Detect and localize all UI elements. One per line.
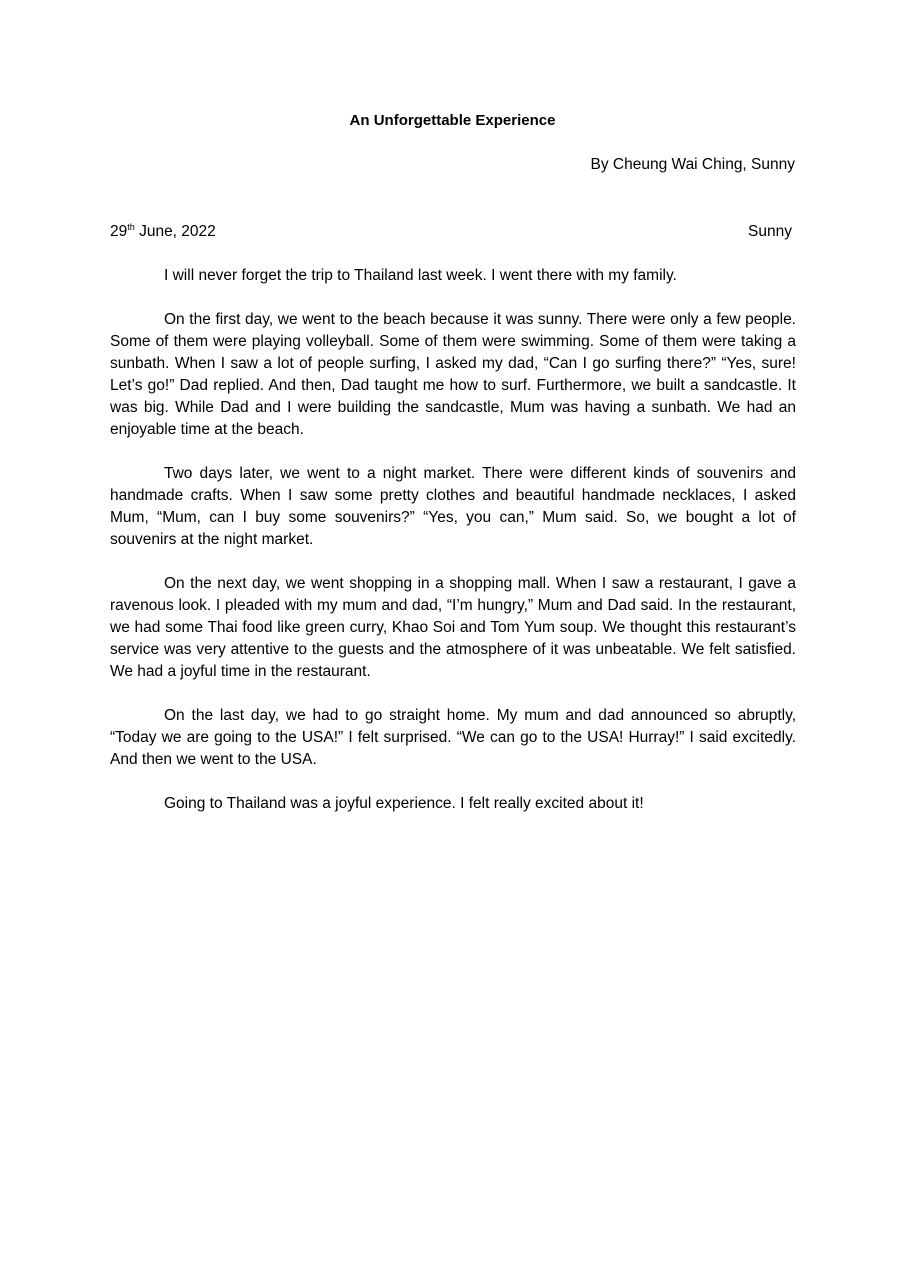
paragraph: I will never forget the trip to Thailand last week. I went there with my family. [164,267,677,284]
paragraph: On the last day, we had to go straight home. My mum and dad announced so abruptly, “Today we are going to the USA!” I felt surprised. “We can go to the USA! Hurray!” I said excitedly. And then we went to the USA. [110,707,796,768]
weather-label: Sunny [748,223,792,240]
paragraph: On the next day, we went shopping in a shopping mall. When I saw a restaurant, I gave a ravenous look. I pleaded with my mum and dad, “I’m hungry,” Mum and Dad said. In the restaurant, we had some Thai food like green curry, Khao Soi and Tom Yum soup. We thought this restaurant’s service was very attentive to the guests and the atmosphere of it was unbeatable. We felt satisfied. We had a joyful time in the restaurant. [110,575,796,680]
diary-date [110,221,216,243]
author-byline: By Cheung Wai Ching, Sunny [590,156,795,173]
essay-body [110,265,796,837]
date-ordinal: th [127,222,135,232]
paragraph: On the first day, we went to the beach because it was sunny. There were only a few people. Some of them were playing volleyball. Some of them were swimming. Some of them were taking a sunbath. When I saw a lot of people surfing, I asked my dad, “Can I go surfing there?” “Yes, sure! Let’s go!” Dad replied. And then, Dad taught me how to surf. Furthermore, we built a sandcastle. It was big. While Dad and I were building the sandcastle, Mum was having a sunbath. We had an enjoyable time at the beach. [110,311,796,438]
paragraph: Going to Thailand was a joyful experience. I felt really excited about it! [164,795,644,812]
dateline [110,221,792,243]
document-title: An Unforgettable Experience [349,112,556,129]
date-day: 29 [110,223,128,240]
date-rest: June, 2022 [134,223,216,240]
paragraph: Two days later, we went to a night market. There were different kinds of souvenirs and handmade crafts. When I saw some pretty clothes and beautiful handmade necklaces, I asked Mum, “Mum, can I buy some souvenirs?” “Yes, you can,” Mum said. So, we bought a lot of souvenirs at the night market. [110,465,796,548]
